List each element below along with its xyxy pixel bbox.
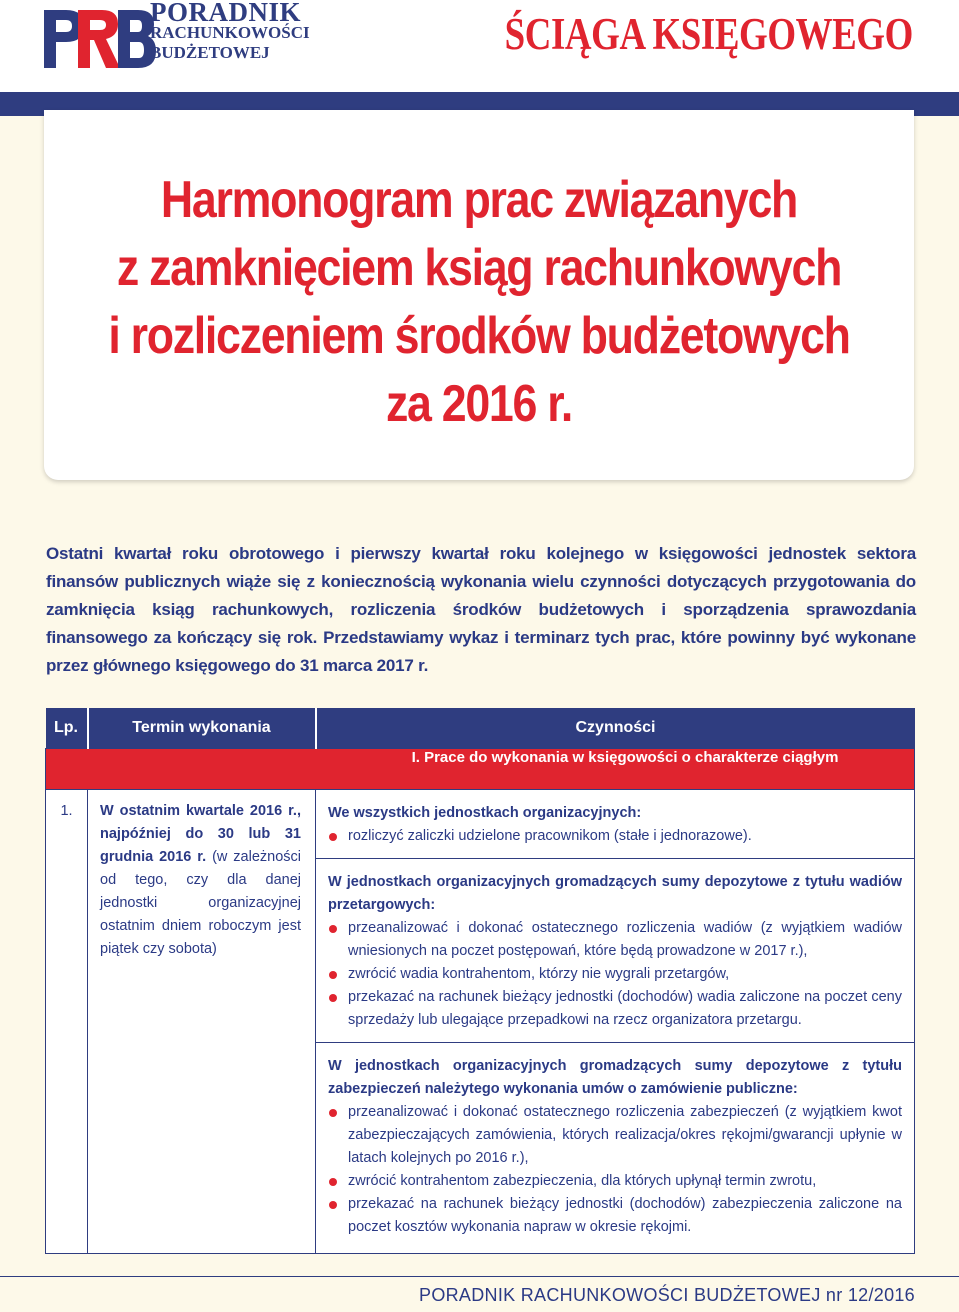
group-heading: W jednostkach organizacyjnych gromadzących sumy depozytowe z tytułu wadiów przetargowych:: [328, 874, 902, 913]
title-card: [44, 110, 914, 480]
section-row: [46, 749, 915, 790]
list-item: zwrócić wadia kontrahentom, którzy nie wygrali przetargów,: [328, 963, 902, 986]
schedule-table: [45, 708, 915, 1254]
table-header-row: [46, 708, 915, 749]
term-rest: (w zależności od tego, czy dla danej jednostki organizacyjnej ostatnim dniem roboczym jest piątek czy sobota): [100, 849, 301, 957]
list-item: przekazać na rachunek bieżący jednostki (dochodów) zabezpieczenia zaliczone na poczet kosztów wykonania napraw w okresie rękojmi.: [328, 1193, 902, 1239]
footer-publication: PORADNIK RACHUNKOWOŚCI BUDŻETOWEJ nr 12/2016: [419, 1285, 915, 1305]
logo-line-3: BUDŻETOWEJ: [150, 43, 270, 62]
list-item: zwrócić kontrahentom zabezpieczenia, dla których upłynął termin zwrotu,: [328, 1170, 902, 1193]
list-item: rozliczyć zaliczki udzielone pracownikom (stałe i jednorazowe).: [328, 825, 902, 848]
brand-title: ŚCIĄGA KSIĘGOWEGO: [504, 9, 913, 59]
intro-paragraph: Ostatni kwartał roku obrotowego i pierwszy kwartał roku kolejnego w księgowości jednostek sektora finansów publicznych wiąże się z koniecznością wykonania wielu czynności dotyczących przygotowania do zamknięcia ksiąg rachunkowych, rozliczenia środków budżetowych i sporządzenia sprawozdania finansowego za kończący się rok. Przedstawiamy wykaz i terminarz tych prac, które powinny być wykonane przez głównego księgowego do 31 marca 2017 r.: [46, 544, 916, 675]
bullet-list: [328, 917, 902, 1032]
title-line-4: za 2016 r.: [385, 375, 573, 433]
list-item: przeanalizować i dokonać ostatecznego rozliczenia zabezpieczeń (z wyjątkiem kwot zabezpieczających zamówienia, których realizacja/okres rękojmi/gwarancji upłynie w latach kolejnych po 2016 r.),: [328, 1101, 902, 1170]
list-item: przeanalizować i dokonać ostatecznego rozliczenia wadiów (z wyjątkiem wadiów wniesionych na poczet postępowań, które będą prowadzone w 2017 r.),: [328, 917, 902, 963]
logo-line-2: RACHUNKOWOŚCI: [150, 23, 310, 42]
bullet-list: [328, 1101, 902, 1239]
group-heading: W jednostkach organizacyjnych gromadzących sumy depozytowe z tytułu zabezpieczeń należytego wykonania umów o zamówienie publiczne:: [328, 1058, 902, 1097]
header-lp: Lp.: [46, 708, 88, 749]
activity-group: [316, 859, 914, 1043]
list-item: przekazać na rachunek bieżący jednostki (dochodów) wadia zaliczone na poczet ceny sprzedaży lub ulegające przepadkowi na rzecz organizatora przetargu.: [328, 986, 902, 1032]
title-line-3: i rozliczeniem środków budżetowych: [108, 307, 850, 365]
logo-line-1: PORADNIK: [150, 0, 301, 27]
row-term: [88, 790, 316, 1254]
row-activities: [316, 790, 915, 1254]
group-heading: We wszystkich jednostkach organizacyjnych:: [328, 805, 642, 821]
page-footer: [0, 1276, 959, 1312]
table-row: [46, 790, 915, 1254]
bullet-list: [328, 825, 902, 848]
section-title: I. Prace do wykonania w księgowości o charakterze ciągłym: [46, 749, 915, 790]
title-line-1: Harmonogram prac związanych: [160, 171, 798, 229]
term-bold: W ostatnim kwartale 2016 r., najpóźniej do 30 lub 31 grudnia 2016 r.: [100, 803, 301, 865]
header-term: Termin wykonania: [88, 708, 316, 749]
activity-group: [316, 1043, 914, 1253]
logo-wordmark: [150, 2, 310, 63]
row-number: 1.: [46, 790, 88, 1254]
activity-group: [316, 790, 914, 859]
title-line-2: z zamknięciem ksiąg rachunkowych: [116, 239, 842, 297]
page-title: [44, 166, 914, 438]
header-activities: Czynności: [316, 708, 915, 749]
header-bar: [0, 0, 959, 92]
